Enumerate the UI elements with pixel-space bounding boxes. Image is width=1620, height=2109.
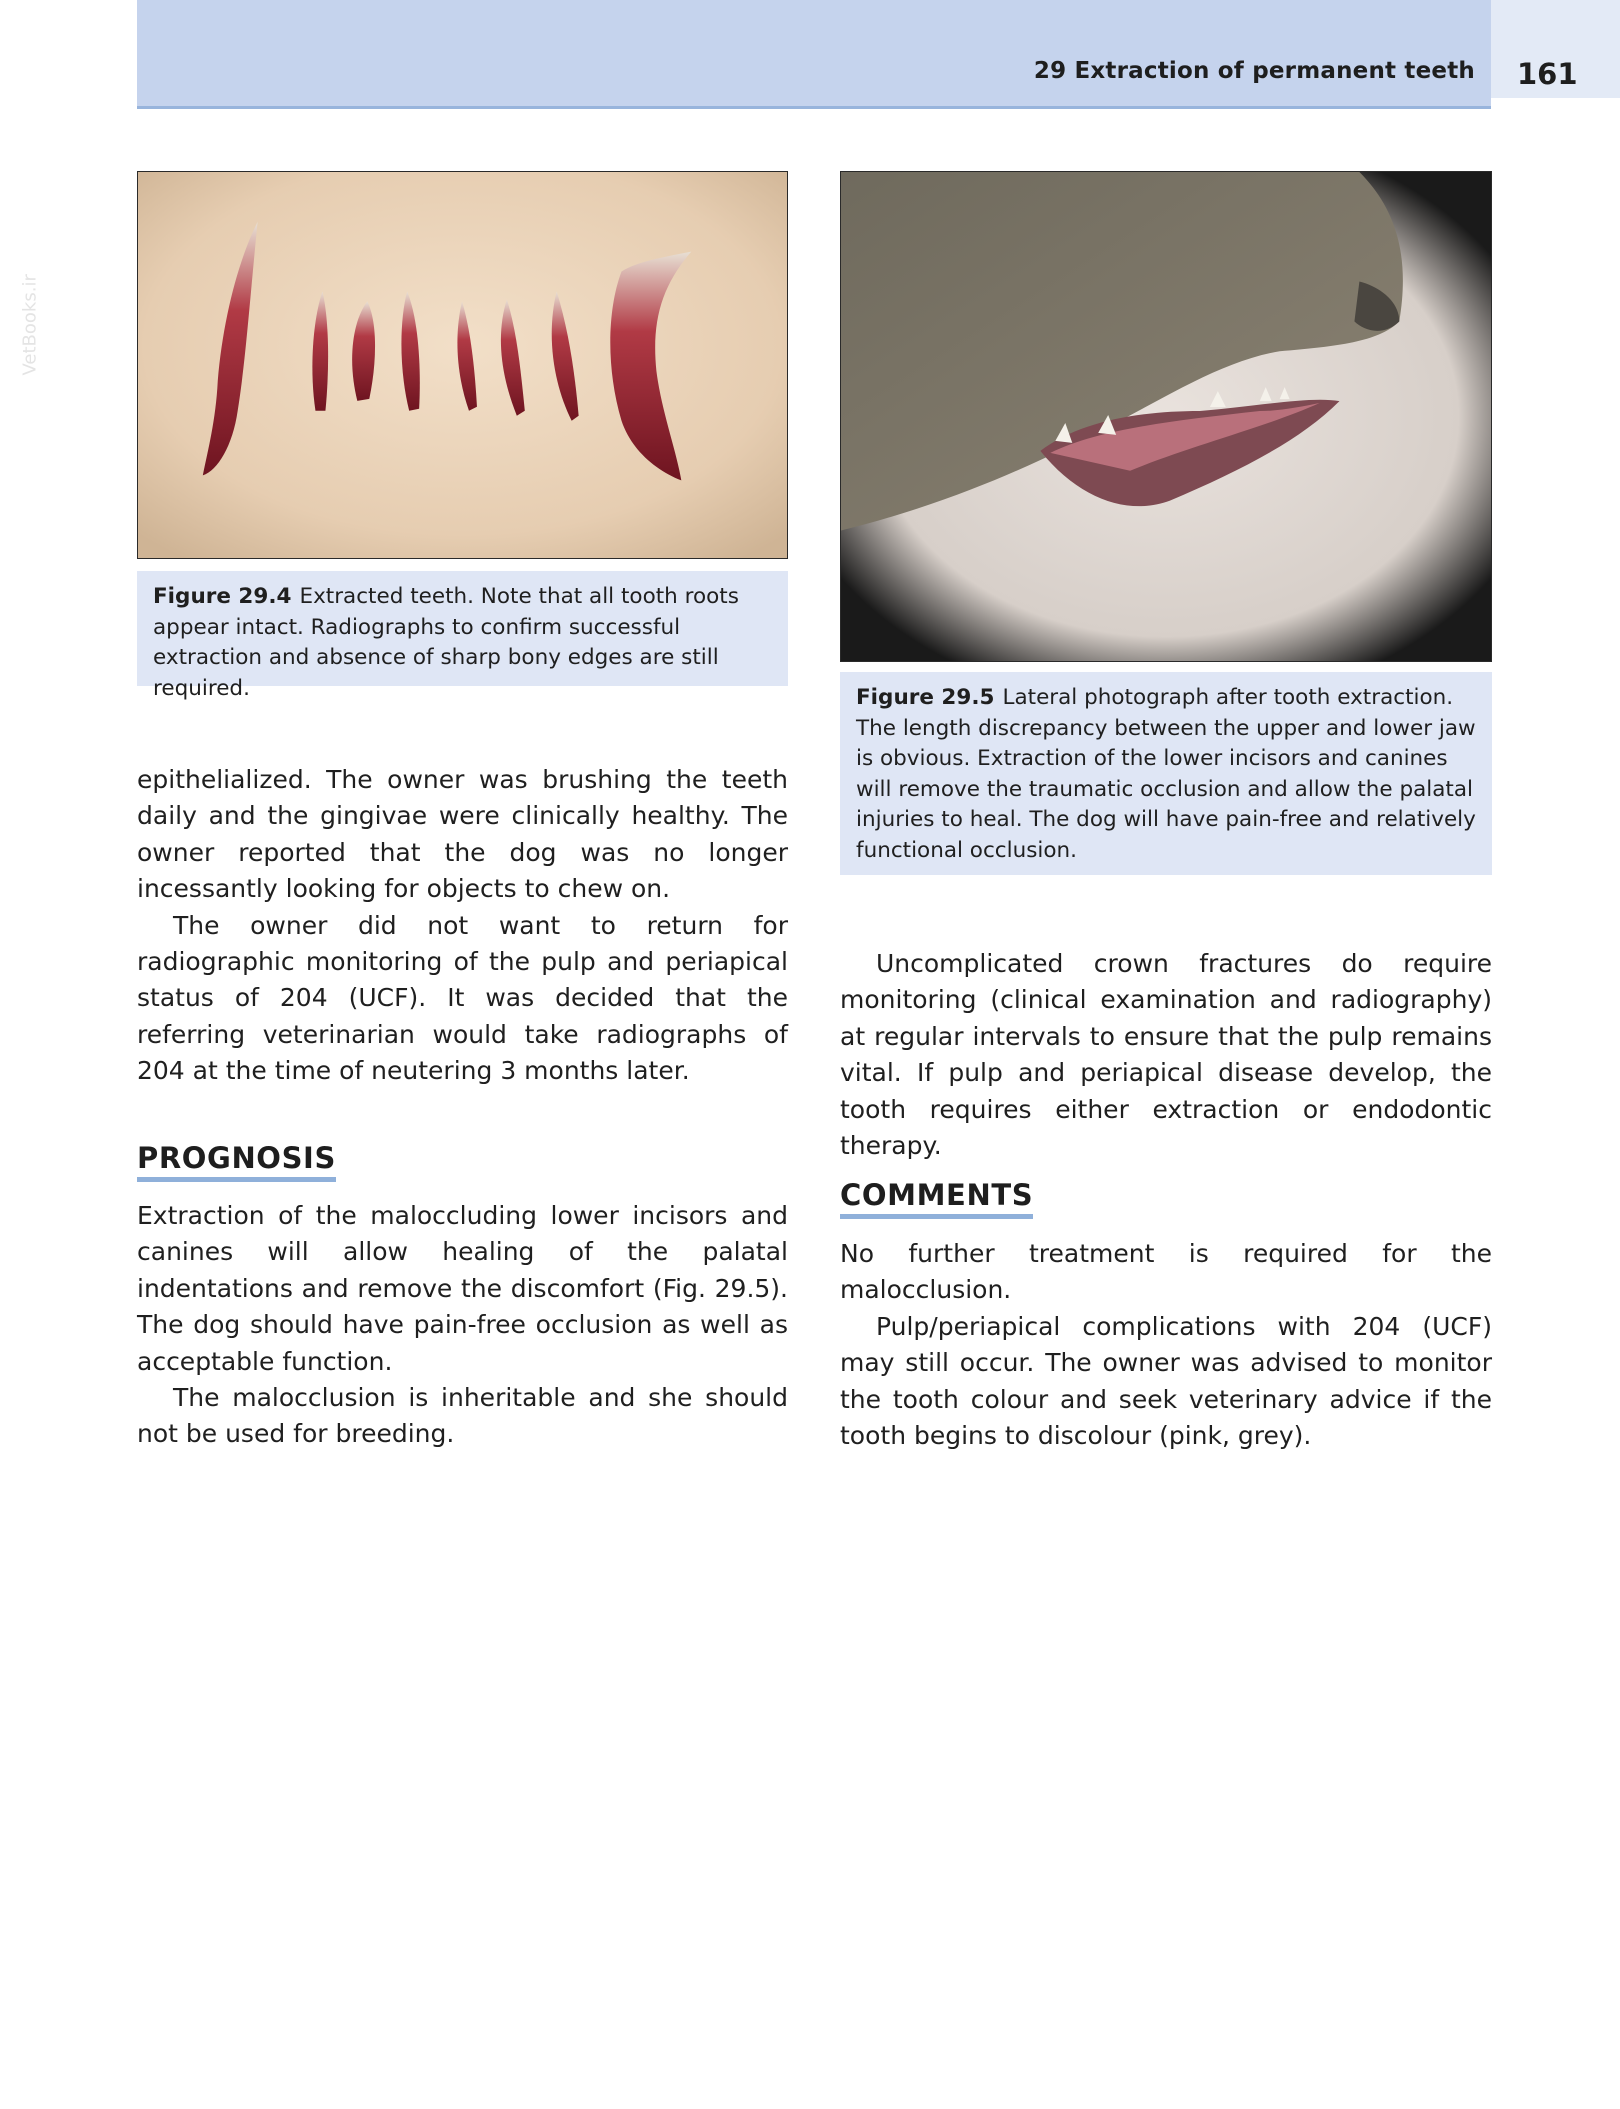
paragraph: No further treatment is required for the malocclusion. [840, 1239, 1492, 1305]
paragraph: The owner did not want to return for radiographic monitoring of the pulp and periapical status of 204 (UCF). It was decided that the referring veterinarian would take radiographs of 204 at the time of neutering 3 months later. [137, 910, 788, 1086]
prognosis-heading: PROGNOSIS [137, 1141, 336, 1182]
paragraph: Uncomplicated crown fractures do require monitoring (clinical examination and radiography) at regular intervals to ensure that the pulp remains vital. If pulp and periapical disease develop, the tooth requires either extraction or endodontic therapy. [840, 949, 1492, 1161]
figure-label: Figure 29.5 [856, 685, 995, 710]
caption-text: Extracted teeth. Note that all tooth roots appear intact. Radiographs to confirm successful extraction and absence of sharp bony edges are still required. [153, 584, 739, 701]
figure-29-4-caption [137, 571, 788, 701]
left-column-body [137, 762, 788, 1090]
watermark: VetBooks.ir [19, 274, 41, 376]
right-column-body [840, 946, 1492, 1164]
figure-29-5-caption [840, 672, 1492, 875]
running-header [137, 0, 1491, 109]
figure-29-4-image [137, 171, 788, 559]
running-title: 29 Extraction of permanent teeth [1033, 58, 1475, 84]
paragraph: Extraction of the maloccluding lower incisors and canines will allow healing of the palatal indentations and remove the discomfort (Fig. 29.5). The dog should have pain-free occlusion as well as acceptable function. [137, 1201, 788, 1376]
comments-body [840, 1236, 1492, 1454]
figure-label: Figure 29.4 [153, 584, 292, 609]
paragraph: epithelialized. The owner was brushing the teeth daily and the gingivae were clinically healthy. The owner reported that the dog was no longer incessantly looking for objects to chew on. [137, 765, 788, 904]
caption-text: Lateral photograph after tooth extraction. The length discrepancy between the upper and lower jaw is obvious. Extraction of the lower incisors and canines will remove the traumatic occlusion and allow the palatal injuries to heal. The dog will have pain-free and relatively functional occlusion. [856, 685, 1476, 863]
paragraph: The malocclusion is inheritable and she should not be used for breeding. [137, 1383, 788, 1449]
figure-29-5-image [840, 171, 1492, 662]
dog-lateral-photo-illustration [841, 172, 1491, 661]
paragraph: Pulp/periapical complications with 204 (UCF) may still occur. The owner was advised to monitor the tooth colour and seek veterinary advice if the tooth begins to discolour (pink, grey). [840, 1311, 1492, 1451]
comments-heading: COMMENTS [840, 1178, 1033, 1219]
page-number-box [1491, 0, 1620, 98]
page-number: 161 [1517, 57, 1578, 91]
extracted-teeth-illustration [138, 172, 787, 558]
prognosis-body [137, 1198, 788, 1453]
